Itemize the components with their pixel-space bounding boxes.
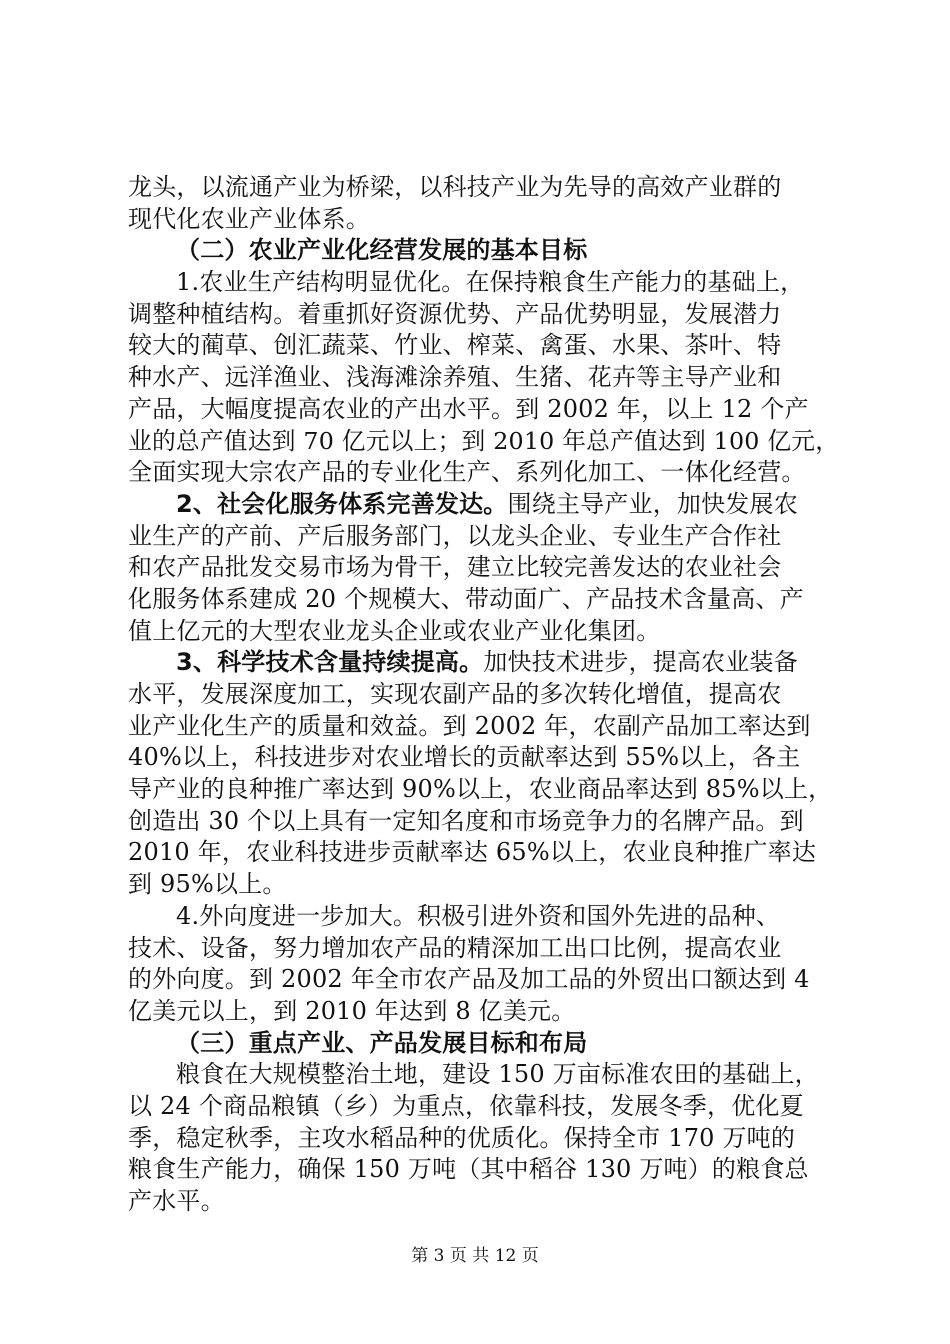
text-line: 季，稳定秋季，主攻水稻品种的优质化。保持全市 170 万吨的 [128, 1123, 796, 1152]
text-line: 水平，发展深度加工，实现农副产品的多次转化增值，提高农 [128, 680, 782, 708]
section-heading-2: （二）农业产业化经营发展的基本目标 [176, 236, 588, 265]
item-3-lead: 3、科学技术含量持续提高。 [176, 648, 484, 677]
text-line: 亿美元以上，到 2010 年达到 8 亿美元。 [128, 996, 576, 1025]
item-2-lead: 2、社会化服务体系完善发达。 [176, 489, 508, 518]
page-footer: 第 3 页 共 12 页 [411, 1246, 539, 1266]
text-line: 1.农业生产结构明显优化。在保持粮食生产能力的基础上， [176, 268, 805, 297]
text-line: 龙头，以流通产业为桥梁，以科技产业为先导的高效产业群的 [128, 173, 782, 201]
text-line: 的外向度。到 2002 年全市农产品及加工品的外贸出口额达到 4 [128, 965, 810, 994]
text-line: 产品，大幅度提高农业的产出水平。到 2002 年，以上 12 个产 [128, 394, 809, 423]
text-line: 粮食生产能力，确保 150 万吨（其中稻谷 130 万吨）的粮食总 [128, 1155, 809, 1184]
text-line: 2010 年，农业科技进步贡献率达 65%以上，农业良种推广率达 [128, 838, 817, 867]
text-line: 到 95%以上。 [128, 870, 287, 899]
text-line: 值上亿元的大型农业龙头企业或农业产业化集团。 [128, 616, 661, 645]
text-line: 和农产品批发交易市场为骨干，建立比较完善发达的农业社会 [128, 553, 782, 582]
text-line: 技术、设备，努力增加农产品的精深加工出口比例，提高农业 [128, 933, 782, 962]
text-line: 化服务体系建成 20 个规模大、带动面广、产品技术含量高、产 [128, 584, 804, 613]
text-line: 业产业化生产的质量和效益。到 2002 年，农副产品加工率达到 [128, 711, 811, 740]
text-line [128, 647, 840, 679]
text-line [128, 489, 840, 521]
text-line: 业的总产值达到 70 亿元以上；到 2010 年总产值达到 100 亿元， [128, 426, 840, 455]
text-line: 以 24 个商品粮镇（乡）为重点，依靠科技，发展冬季，优化夏 [128, 1091, 804, 1120]
text-line: 全面实现大宗农产品的专业化生产、系列化加工、一体化经营。 [128, 458, 806, 487]
text-line: 产水平。 [128, 1187, 225, 1215]
text-line: 4.外向度进一步加大。积极引进外资和国外先进的品种、 [176, 901, 781, 930]
text-line: 现代化农业产业体系。 [128, 204, 370, 233]
text-line: 调整种植结构。着重抓好资源优势、产品优势明显，发展潜力 [128, 299, 782, 328]
text-line: 粮食在大规模整治土地，建设 150 万亩标准农田的基础上， [176, 1060, 819, 1089]
section-heading-3: （三）重点产业、产品发展目标和布局 [176, 1028, 588, 1057]
item-3-text: 加快技术进步，提高农业装备 [483, 648, 798, 677]
text-line: 种水产、远洋渔业、浅海滩涂养殖、生猪、花卉等主导产业和 [128, 363, 782, 392]
item-2-text: 围绕主导产业，加快发展农 [507, 489, 798, 518]
text-line: 导产业的良种推广率达到 90%以上，农业商品率达到 85%以上， [128, 775, 833, 804]
text-line: 业生产的产前、产后服务部门，以龙头企业、专业生产合作社 [128, 521, 782, 550]
text-line: 较大的蔺草、创汇蔬菜、竹业、榨菜、禽蛋、水果、茶叶、特 [128, 331, 782, 360]
document-body [128, 172, 840, 1218]
text-line: 创造出 30 个以上具有一定知名度和市场竞争力的名牌产品。到 [128, 806, 804, 835]
text-line: 40%以上，科技进步对农业增长的贡献率达到 55%以上，各主 [128, 743, 801, 772]
